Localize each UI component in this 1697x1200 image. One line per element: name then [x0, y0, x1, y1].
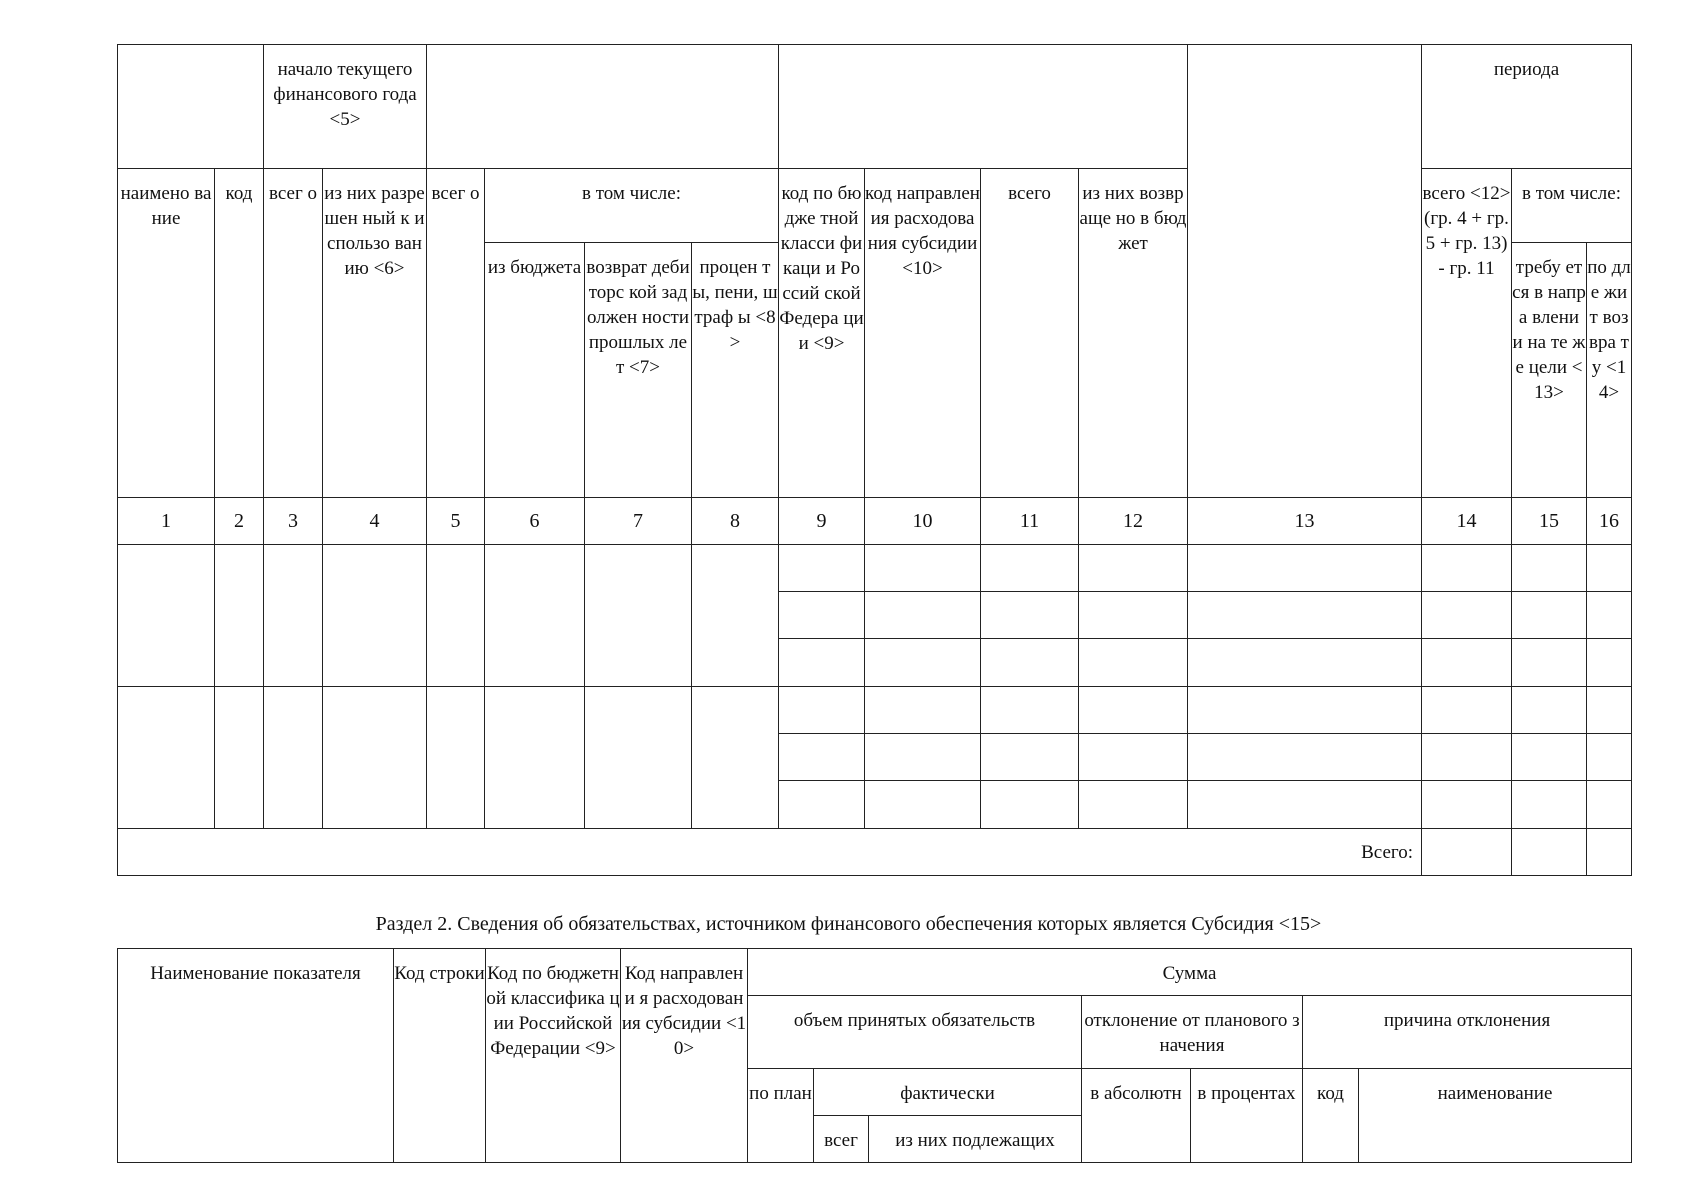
- column-number: 7: [585, 498, 692, 545]
- header-from-budget: из бюджета: [485, 243, 585, 498]
- header-total: всег: [814, 1116, 869, 1163]
- table-row: [118, 687, 1632, 734]
- total-cell-14[interactable]: [1422, 829, 1512, 876]
- header-total-14: всего <12> (гр. 4 + гр. 5 + гр. 13) - гр. 11: [1422, 169, 1512, 498]
- table-cell[interactable]: [692, 545, 779, 687]
- table-cell[interactable]: [485, 545, 585, 687]
- total-label: Всего:: [118, 829, 1422, 876]
- table-cell[interactable]: [865, 545, 981, 592]
- header-cell-empty: [779, 45, 1188, 169]
- table-cell[interactable]: [779, 687, 865, 734]
- table-cell[interactable]: [1512, 639, 1587, 687]
- table-cell[interactable]: [215, 687, 264, 829]
- table-cell[interactable]: [1422, 781, 1512, 829]
- header-name: наимено вание: [118, 169, 215, 498]
- obligations-table: [117, 948, 1632, 1163]
- header-cell-empty: [118, 45, 264, 169]
- header-period: периода: [1422, 45, 1632, 169]
- header-including: в том числе:: [485, 169, 779, 243]
- section-2-title: Раздел 2. Сведения об обязательствах, источником финансового обеспечения которых является Субсидия <15>: [375, 913, 1322, 935]
- header-start-year: начало текущего финансового года <5>: [264, 45, 427, 169]
- header-deviation: отклонение от планового значения: [1082, 996, 1303, 1069]
- column-number: 9: [779, 498, 865, 545]
- header-actual: фактически: [814, 1069, 1082, 1116]
- subsidy-balance-table: [117, 44, 1632, 876]
- header-reason: причина отклонения: [1303, 996, 1632, 1069]
- table-cell[interactable]: [779, 592, 865, 639]
- table-cell[interactable]: [1512, 781, 1587, 829]
- header-budget-class: Код по бюджетной классифика ции Российской Федерации <9>: [486, 949, 621, 1163]
- header-allowed-4: из них разрешен ный к использо ванию <6>: [323, 169, 427, 498]
- table-cell[interactable]: [1422, 592, 1512, 639]
- column-number: 2: [215, 498, 264, 545]
- header-code: код: [1303, 1069, 1359, 1163]
- header-direction: Код направлени я расходован ия субсидии <10>: [621, 949, 748, 1163]
- table-cell[interactable]: [1512, 687, 1587, 734]
- header-including-2: в том числе:: [1512, 169, 1632, 243]
- table-cell[interactable]: [865, 639, 981, 687]
- table-cell[interactable]: [1512, 734, 1587, 781]
- table-cell[interactable]: [981, 545, 1079, 592]
- header-total-3: всег о: [264, 169, 323, 498]
- table-cell[interactable]: [1079, 734, 1188, 781]
- column-number: 10: [865, 498, 981, 545]
- table-cell[interactable]: [1188, 639, 1422, 687]
- column-number: 3: [264, 498, 323, 545]
- table-cell[interactable]: [981, 639, 1079, 687]
- header-code: код: [215, 169, 264, 498]
- header-total-11: всего: [981, 169, 1079, 498]
- table-cell[interactable]: [981, 687, 1079, 734]
- table-cell[interactable]: [585, 545, 692, 687]
- table-cell[interactable]: [427, 687, 485, 829]
- header-plan: по план: [748, 1069, 814, 1163]
- table-cell[interactable]: [118, 545, 215, 687]
- table-cell[interactable]: [1587, 781, 1632, 829]
- table-cell[interactable]: [1079, 687, 1188, 734]
- table-cell[interactable]: [323, 545, 427, 687]
- table-cell[interactable]: [1079, 545, 1188, 592]
- header-absolute: в абсолютн: [1082, 1069, 1191, 1163]
- table-cell[interactable]: [692, 687, 779, 829]
- column-number: 6: [485, 498, 585, 545]
- table-cell[interactable]: [1188, 734, 1422, 781]
- table-cell[interactable]: [779, 734, 865, 781]
- header-return-debt: возврат дебиторс кой задолжен ности прошлых лет <7>: [585, 243, 692, 498]
- header-cell-empty: [427, 45, 779, 169]
- header-required: требу ется в напра влени и на те же цели <13>: [1512, 243, 1587, 498]
- column-number: 14: [1422, 498, 1512, 545]
- table-cell[interactable]: [1079, 592, 1188, 639]
- column-number: 1: [118, 498, 215, 545]
- table-cell[interactable]: [323, 687, 427, 829]
- column-number: 12: [1079, 498, 1188, 545]
- table-cell[interactable]: [585, 687, 692, 829]
- table-cell[interactable]: [264, 545, 323, 687]
- column-number: 13: [1188, 498, 1422, 545]
- header-interest: процен ты, пени, штраф ы <8>: [692, 243, 779, 498]
- table-cell[interactable]: [1587, 639, 1632, 687]
- table-cell[interactable]: [1422, 687, 1512, 734]
- table-cell[interactable]: [865, 781, 981, 829]
- column-number: 16: [1587, 498, 1632, 545]
- table-cell[interactable]: [485, 687, 585, 829]
- header-indicator: Наименование показателя: [118, 949, 394, 1163]
- header-total-5: всег о: [427, 169, 485, 498]
- total-cell-15[interactable]: [1512, 829, 1587, 876]
- column-number: 5: [427, 498, 485, 545]
- table-row: [118, 545, 1632, 592]
- header-budget-class: код по бюдже тной класси фикаци и Россий ской Федера ции <9>: [779, 169, 865, 498]
- table-cell[interactable]: [1587, 592, 1632, 639]
- table-cell[interactable]: [1079, 781, 1188, 829]
- header-direction: код направлен ия расходова ния субсидии <10>: [865, 169, 981, 498]
- header-obligations: объем принятых обязательств: [748, 996, 1082, 1069]
- table-cell[interactable]: [1587, 545, 1632, 592]
- column-number: 15: [1512, 498, 1587, 545]
- table-cell[interactable]: [981, 592, 1079, 639]
- table-cell[interactable]: [1188, 781, 1422, 829]
- table-cell[interactable]: [1422, 639, 1512, 687]
- table-cell[interactable]: [1422, 545, 1512, 592]
- column-number: 8: [692, 498, 779, 545]
- table-cell[interactable]: [865, 734, 981, 781]
- table-cell[interactable]: [865, 687, 981, 734]
- table-cell[interactable]: [865, 592, 981, 639]
- header-percent: в процентах: [1191, 1069, 1303, 1163]
- header-row-code: Код строки: [394, 949, 486, 1163]
- table-cell[interactable]: [1512, 592, 1587, 639]
- table-cell[interactable]: [1587, 687, 1632, 734]
- header-to-return: по дле жи т воз вра ту <1 4>: [1587, 243, 1632, 498]
- table-cell[interactable]: [981, 734, 1079, 781]
- table-cell[interactable]: [215, 545, 264, 687]
- header-subject: из них подлежащих: [869, 1116, 1082, 1163]
- table-cell[interactable]: [1422, 734, 1512, 781]
- table-cell[interactable]: [1512, 545, 1587, 592]
- table-cell[interactable]: [1587, 734, 1632, 781]
- table-cell[interactable]: [1079, 639, 1188, 687]
- table-cell[interactable]: [1188, 592, 1422, 639]
- column-number: 4: [323, 498, 427, 545]
- table-cell[interactable]: [118, 687, 215, 829]
- table-cell[interactable]: [779, 639, 865, 687]
- table-cell[interactable]: [981, 781, 1079, 829]
- header-name: наименование: [1359, 1069, 1632, 1163]
- header-sum: Сумма: [748, 949, 1632, 996]
- header-col-13: [1188, 45, 1422, 498]
- table-cell[interactable]: [779, 781, 865, 829]
- header-returned: из них возвраще но в бюджет: [1079, 169, 1188, 498]
- table-cell[interactable]: [264, 687, 323, 829]
- total-cell-16[interactable]: [1587, 829, 1632, 876]
- total-row: [118, 829, 1632, 876]
- table-cell[interactable]: [427, 545, 485, 687]
- table-cell[interactable]: [779, 545, 865, 592]
- column-number: 11: [981, 498, 1079, 545]
- table-cell[interactable]: [1188, 687, 1422, 734]
- table-cell[interactable]: [1188, 545, 1422, 592]
